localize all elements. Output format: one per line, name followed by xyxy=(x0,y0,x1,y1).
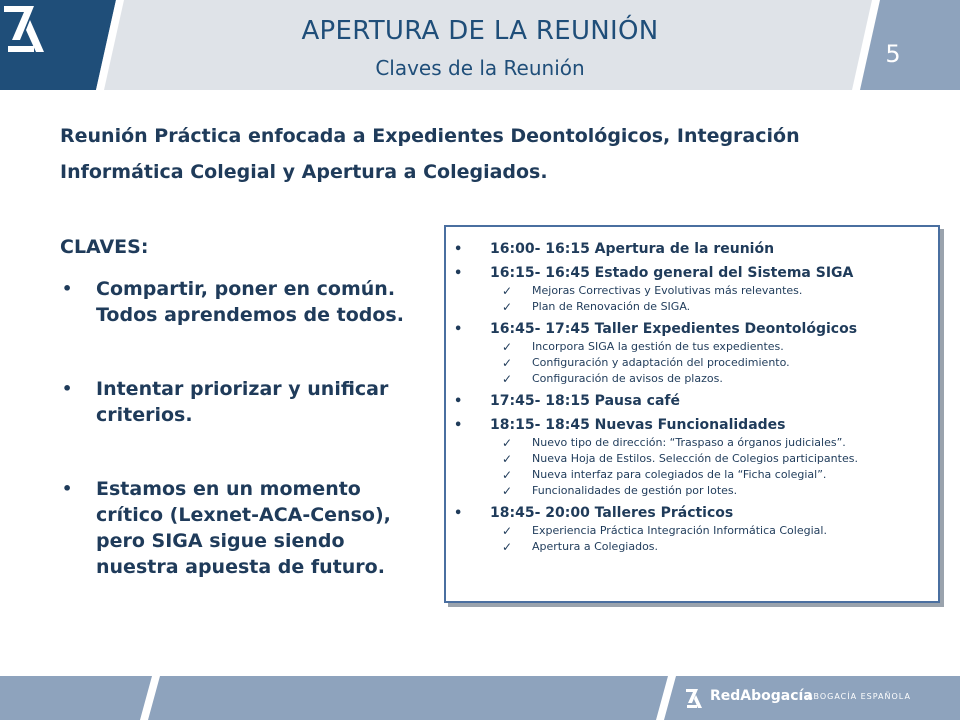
claves-item-text: Compartir, poner en común. Todos aprendemos de todos. xyxy=(96,278,404,326)
agenda-item xyxy=(446,392,938,411)
bullet-icon: • xyxy=(454,322,463,337)
agenda-sublist xyxy=(490,435,938,499)
agenda-subitem-text: Apertura a Colegiados. xyxy=(532,540,659,553)
agenda-item xyxy=(446,320,938,387)
agenda-subitem xyxy=(490,339,938,355)
agenda-item-label: 17:45- 18:15 Pausa café xyxy=(490,393,680,409)
agenda-item-label: 16:15- 16:45 Estado general del Sistema SIGA xyxy=(490,265,854,281)
claves-item-text: Intentar priorizar y unificar criterios. xyxy=(96,378,389,426)
checkmark-icon: ✓ xyxy=(502,452,513,466)
checkmark-icon: ✓ xyxy=(502,356,513,370)
agenda-subitem-text: Plan de Renovación de SIGA. xyxy=(532,300,691,313)
footer-tagline: ABOGACÍA ESPAÑOLA xyxy=(807,692,911,701)
checkmark-icon: ✓ xyxy=(502,340,513,354)
claves-heading: CLAVES: xyxy=(60,236,149,258)
agenda-list xyxy=(446,227,938,555)
agenda-item-label: 16:00- 16:15 Apertura de la reunión xyxy=(490,241,775,257)
agenda-subitem-text: Configuración y adaptación del procedimiento. xyxy=(532,356,790,369)
bullet-icon: • xyxy=(454,394,463,409)
checkmark-icon: ✓ xyxy=(502,524,513,538)
agenda-subitem xyxy=(490,539,938,555)
checkmark-icon: ✓ xyxy=(502,284,513,298)
agenda-subitem xyxy=(490,355,938,371)
agenda-subitem-text: Nuevo tipo de dirección: “Traspaso a órganos judiciales”. xyxy=(532,436,846,449)
agenda-box xyxy=(444,225,940,603)
agenda-subitem xyxy=(490,299,938,315)
agenda-item-label: 18:15- 18:45 Nuevas Funcionalidades xyxy=(490,417,786,433)
agenda-sublist xyxy=(490,339,938,387)
intro-text: Reunión Práctica enfocada a Expedientes Deontológicos, Integración Informática Colegial y Apertura a Colegiados. xyxy=(60,125,800,183)
agenda-subitem-text: Configuración de avisos de plazos. xyxy=(532,372,723,385)
claves-item-text: Estamos en un momento crítico (Lexnet-ACA-Censo), pero SIGA sigue siendo nuestra apuesta de futuro. xyxy=(96,478,391,578)
agenda-subitem xyxy=(490,371,938,387)
redabogacia-logo-icon xyxy=(684,686,704,710)
checkmark-icon: ✓ xyxy=(502,468,513,482)
agenda-item xyxy=(446,504,938,555)
abogacia-logo-icon xyxy=(0,0,50,56)
checkmark-icon: ✓ xyxy=(502,540,513,554)
agenda-item-label: 16:45- 17:45 Taller Expedientes Deontológicos xyxy=(490,321,858,337)
claves-list xyxy=(60,276,430,580)
bullet-icon: • xyxy=(454,266,463,281)
agenda-subitem-text: Funcionalidades de gestión por lotes. xyxy=(532,484,738,497)
claves-item xyxy=(60,376,430,428)
agenda-subitem-text: Nueva Hoja de Estilos. Selección de Colegios participantes. xyxy=(532,452,858,465)
checkmark-icon: ✓ xyxy=(502,436,513,450)
bullet-icon: • xyxy=(62,279,73,298)
agenda-subitem-text: Experiencia Práctica Integración Informática Colegial. xyxy=(532,524,827,537)
page-title: APERTURA DE LA REUNIÓN xyxy=(301,16,659,46)
claves-item xyxy=(60,276,430,328)
agenda-item xyxy=(446,240,938,259)
claves-item xyxy=(60,476,430,580)
slide-number: 5 xyxy=(885,40,901,68)
agenda-subitem xyxy=(490,451,938,467)
checkmark-icon: ✓ xyxy=(502,372,513,386)
agenda-item xyxy=(446,264,938,315)
agenda-item-label: 18:45- 20:00 Talleres Prácticos xyxy=(490,505,734,521)
agenda-subitem xyxy=(490,435,938,451)
bullet-icon: • xyxy=(454,242,463,257)
agenda-subitem-text: Nueva interfaz para colegiados de la “Ficha colegial”. xyxy=(532,468,827,481)
agenda-subitem xyxy=(490,283,938,299)
bullet-icon: • xyxy=(454,506,463,521)
agenda-subitem xyxy=(490,523,938,539)
page-subtitle: Claves de la Reunión xyxy=(375,56,585,80)
agenda-item xyxy=(446,416,938,499)
agenda-subitem-text: Mejoras Correctivas y Evolutivas más relevantes. xyxy=(532,284,803,297)
agenda-sublist xyxy=(490,283,938,315)
agenda-subitem xyxy=(490,467,938,483)
header-band xyxy=(0,0,960,90)
checkmark-icon: ✓ xyxy=(502,300,513,314)
bullet-icon: • xyxy=(454,418,463,433)
agenda-sublist xyxy=(490,523,938,555)
checkmark-icon: ✓ xyxy=(502,484,513,498)
agenda-subitem xyxy=(490,483,938,499)
footer-brand: RedAbogacía xyxy=(710,688,813,704)
bullet-icon: • xyxy=(62,379,73,398)
bullet-icon: • xyxy=(62,479,73,498)
agenda-subitem-text: Incorpora SIGA la gestión de tus expedientes. xyxy=(532,340,784,353)
